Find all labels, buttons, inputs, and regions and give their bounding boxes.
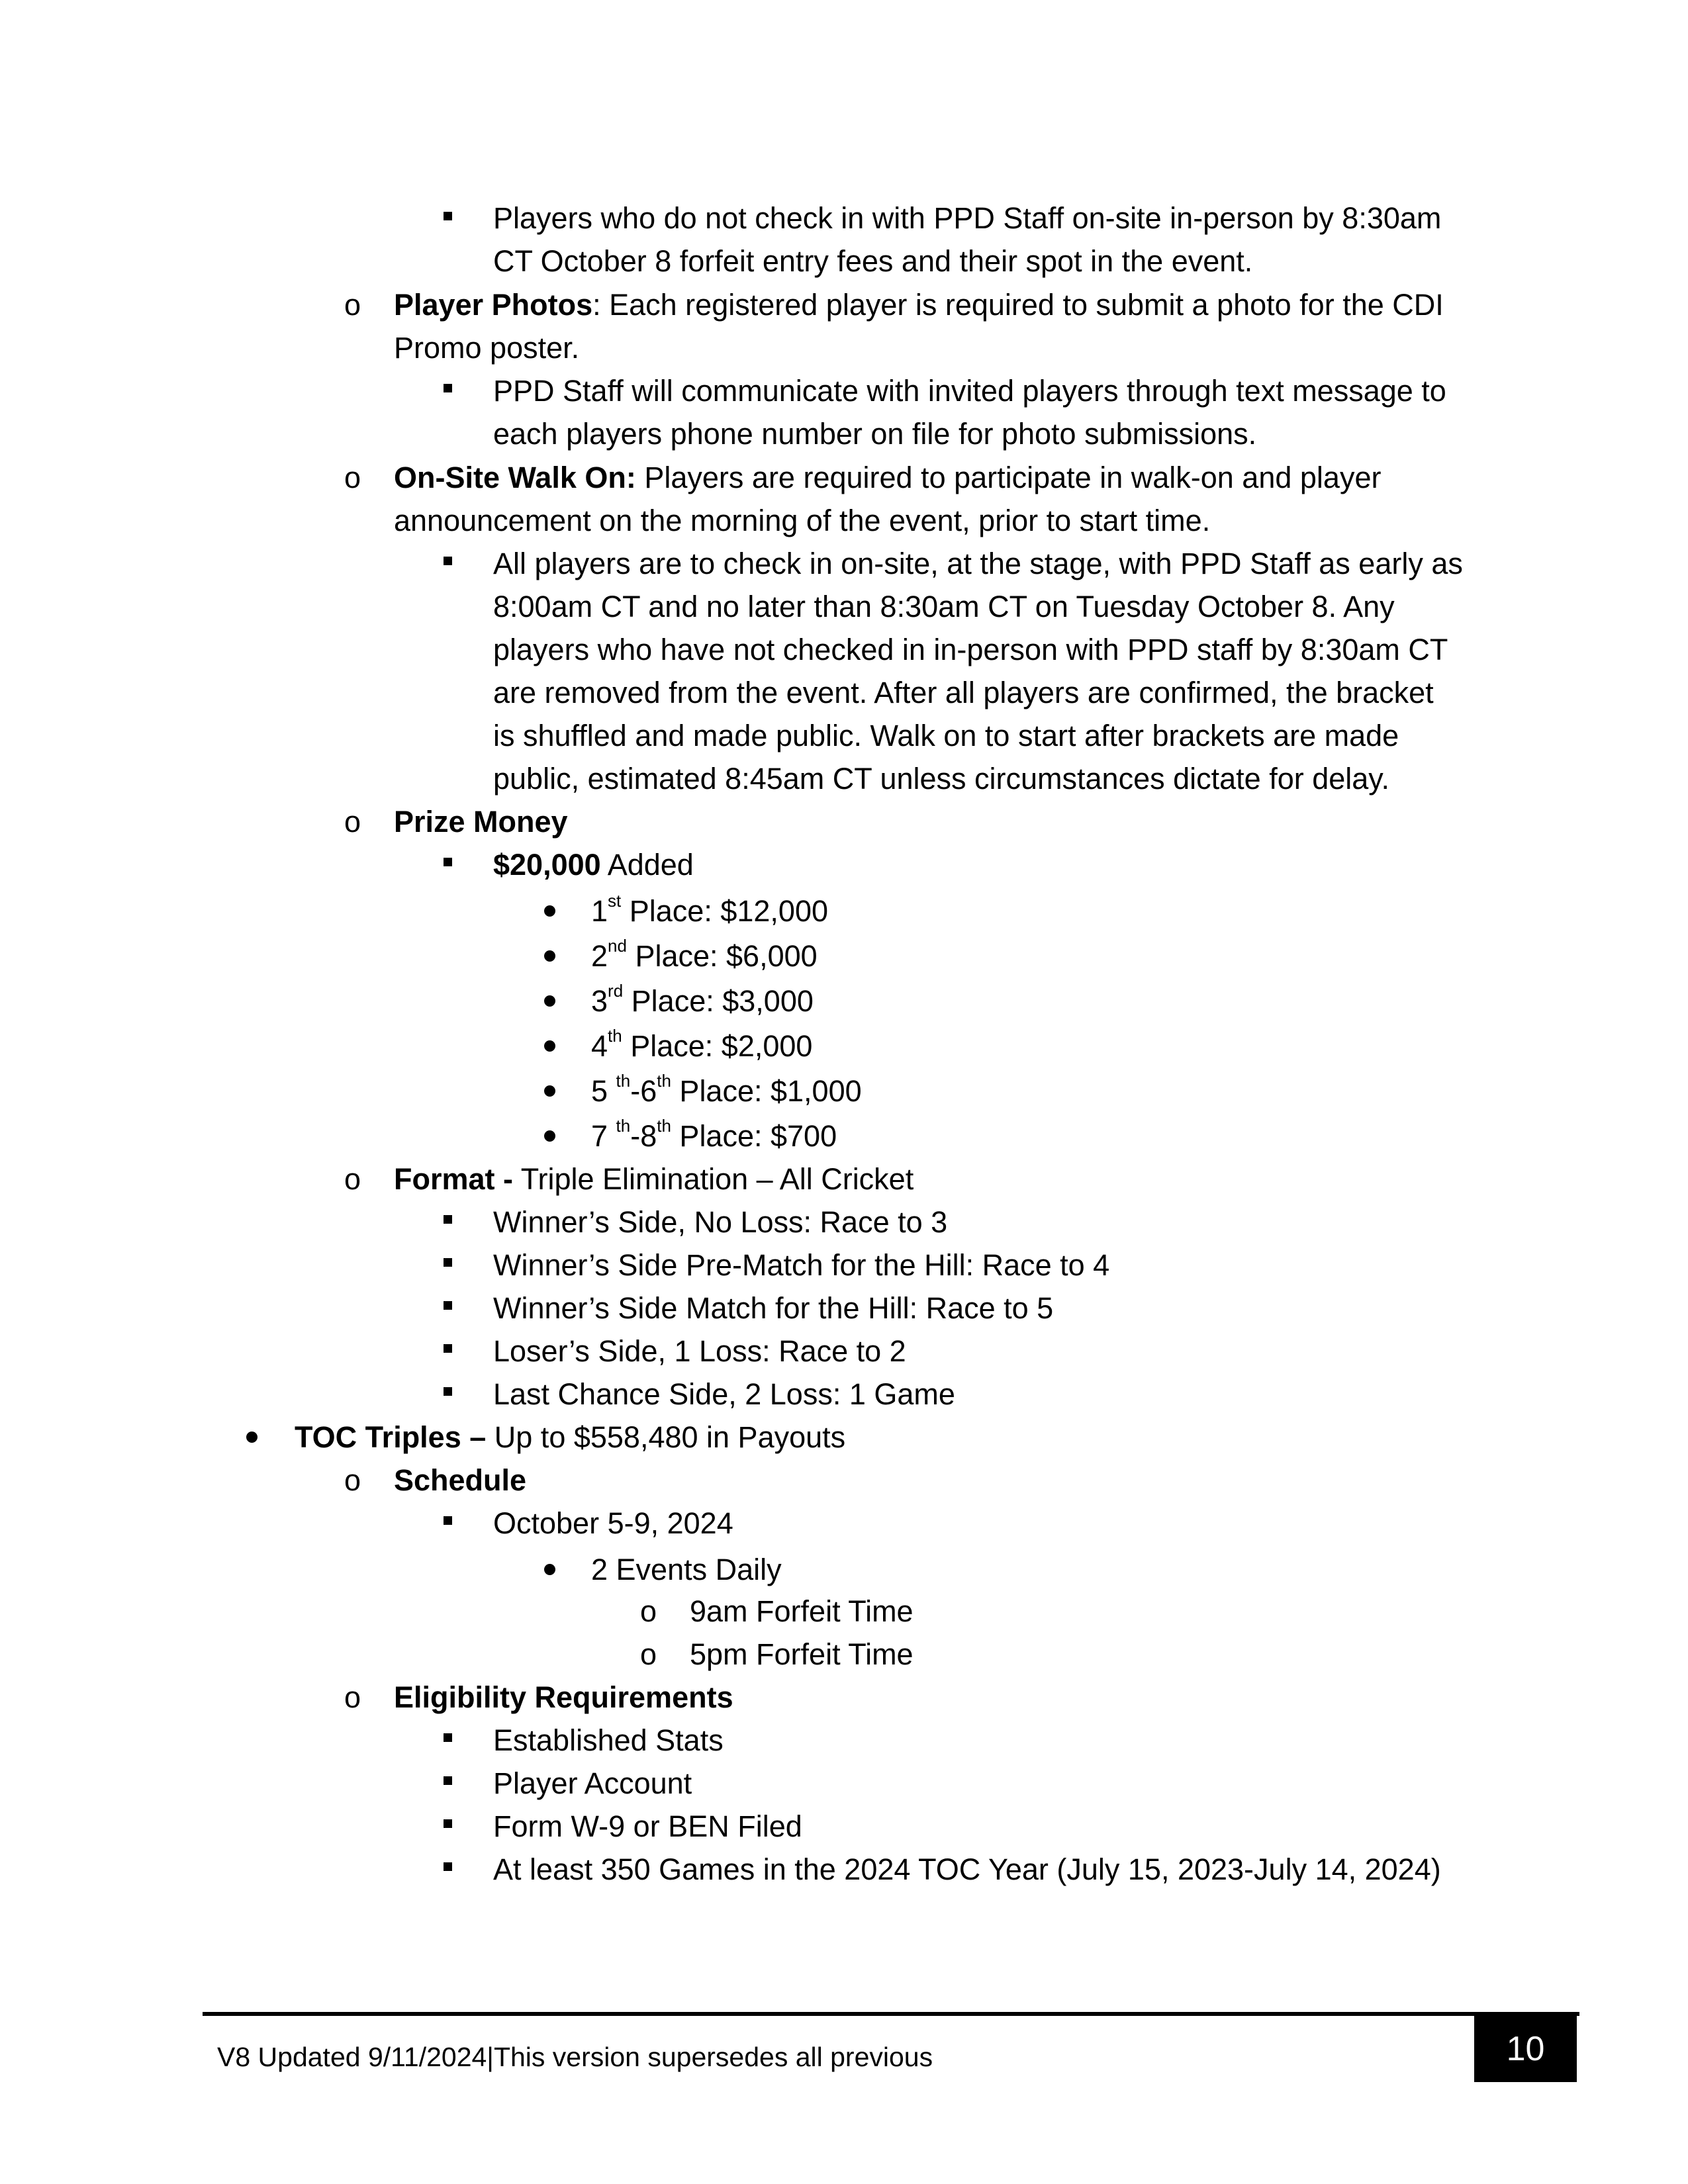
square-bullet-icon: [444, 858, 452, 866]
square-bullet-icon: [444, 557, 452, 565]
circle-bullet-icon: o: [344, 1162, 361, 1196]
square-bullet-icon: [444, 1776, 452, 1785]
square-bullet-icon: [444, 1733, 452, 1742]
square-bullet-icon: [444, 212, 452, 220]
prize-place-2: 2nd Place: $6,000: [591, 936, 818, 973]
format-heading: Format -: [394, 1162, 513, 1196]
prize-place-1: 1st Place: $12,000: [591, 891, 829, 928]
round-bullet-icon: [246, 1432, 258, 1443]
prize-place-7-8: 7 $^{th}$-8th Place: $700: [591, 1116, 837, 1153]
player-photos-sub-line-1: PPD Staff will communicate with invited players through text message to: [493, 374, 1446, 408]
checkin-forfeit-line-1: Players who do not check in with PPD Staff on-site in-person by 8:30am: [493, 201, 1442, 235]
prize-added-label: Added: [600, 848, 694, 882]
player-photos-line-1: [394, 283, 1444, 326]
format-item: Winner’s Side Match for the Hill: Race to 5: [493, 1291, 1054, 1325]
circle-bullet-icon: o: [344, 288, 361, 322]
player-photos-line-2: Promo poster.: [394, 331, 580, 365]
round-bullet-icon: [544, 1040, 555, 1052]
format-line: [394, 1158, 914, 1201]
schedule-heading-text: Schedule: [394, 1463, 527, 1497]
footer-version-text: V8 Updated 9/11/2024|This version supersedes all previous: [217, 2042, 933, 2072]
circle-bullet-icon: o: [344, 1680, 361, 1714]
page-number: 10: [1474, 2016, 1577, 2082]
square-bullet-icon: [444, 384, 452, 392]
toc-triples-heading: TOC Triples –: [295, 1420, 487, 1454]
eligibility-item: At least 350 Games in the 2024 TOC Year (July 15, 2023-July 14, 2024): [493, 1852, 1441, 1886]
walk-on-sub-line: 8:00am CT and no later than 8:30am CT on Tuesday October 8. Any: [493, 590, 1395, 623]
prize-added-line: [493, 843, 694, 886]
walk-on-sub-line: public, estimated 8:45am CT unless circumstances dictate for delay.: [493, 762, 1389, 796]
format-text: Triple Elimination – All Cricket: [513, 1162, 914, 1196]
footer-divider: [203, 2012, 1579, 2016]
square-bullet-icon: [444, 1387, 452, 1396]
schedule-dates: October 5-9, 2024: [493, 1506, 733, 1540]
walk-on-line-1: [394, 456, 1381, 499]
circle-bullet-icon: o: [640, 1637, 657, 1671]
walk-on-heading: On-Site Walk On:: [394, 461, 636, 494]
eligibility-item: Form W-9 or BEN Filed: [493, 1809, 802, 1843]
format-item: Winner’s Side, No Loss: Race to 3: [493, 1205, 948, 1239]
checkin-forfeit-line-2: CT October 8 forfeit entry fees and their spot in the event.: [493, 244, 1253, 278]
eligibility-item: Established Stats: [493, 1723, 724, 1757]
player-photos-text: : Each registered player is required to submit a photo for the CDI: [592, 288, 1444, 322]
toc-triples-text: Up to $558,480 in Payouts: [486, 1420, 846, 1454]
round-bullet-icon: [544, 1130, 555, 1142]
schedule-time: 9am Forfeit Time: [690, 1594, 914, 1628]
prize-money-heading-text: Prize Money: [394, 805, 568, 839]
schedule-time: 5pm Forfeit Time: [690, 1637, 914, 1671]
round-bullet-icon: [544, 905, 555, 917]
walk-on-sub-line: All players are to check in on-site, at the stage, with PPD Staff as early as: [493, 547, 1463, 580]
toc-triples-line: [295, 1416, 845, 1459]
walk-on-line-2: announcement on the morning of the event, prior to start time.: [394, 504, 1211, 537]
round-bullet-icon: [544, 1085, 555, 1097]
square-bullet-icon: [444, 1819, 452, 1828]
format-item: Loser’s Side, 1 Loss: Race to 2: [493, 1334, 906, 1368]
round-bullet-icon: [544, 995, 555, 1007]
square-bullet-icon: [444, 1344, 452, 1353]
prize-place-4: 4th Place: $2,000: [591, 1026, 813, 1063]
player-photos-heading: Player Photos: [394, 288, 593, 322]
prize-added-amount: $20,000: [493, 848, 601, 882]
square-bullet-icon: [444, 1516, 452, 1525]
walk-on-sub-line: are removed from the event. After all players are confirmed, the bracket: [493, 676, 1434, 709]
square-bullet-icon: [444, 1301, 452, 1310]
round-bullet-icon: [544, 950, 555, 962]
eligibility-item: Player Account: [493, 1766, 692, 1800]
prize-place-5-6: 5 $^{th}$-6th Place: $1,000: [591, 1071, 862, 1108]
walk-on-text: Players are required to participate in walk-on and player: [635, 461, 1382, 494]
schedule-events: 2 Events Daily: [591, 1553, 782, 1586]
walk-on-sub-line: is shuffled and made public. Walk on to start after brackets are made: [493, 719, 1399, 752]
format-item: Last Chance Side, 2 Loss: 1 Game: [493, 1377, 955, 1411]
schedule-heading: [394, 1459, 526, 1502]
eligibility-heading-text: Eligibility Requirements: [394, 1680, 733, 1714]
square-bullet-icon: [444, 1215, 452, 1224]
prize-place-3: 3rd Place: $3,000: [591, 981, 814, 1018]
prize-money-heading: [394, 800, 568, 843]
eligibility-heading: [394, 1676, 733, 1719]
circle-bullet-icon: o: [344, 461, 361, 494]
round-bullet-icon: [544, 1564, 555, 1575]
circle-bullet-icon: o: [344, 805, 361, 839]
player-photos-sub-line-2: each players phone number on file for photo submissions.: [493, 417, 1257, 451]
format-item: Winner’s Side Pre-Match for the Hill: Race to 4: [493, 1248, 1110, 1282]
walk-on-sub-line: players who have not checked in in-person with PPD staff by 8:30am CT: [493, 633, 1448, 666]
circle-bullet-icon: o: [344, 1463, 361, 1497]
square-bullet-icon: [444, 1258, 452, 1267]
square-bullet-icon: [444, 1862, 452, 1871]
circle-bullet-icon: o: [640, 1594, 657, 1628]
